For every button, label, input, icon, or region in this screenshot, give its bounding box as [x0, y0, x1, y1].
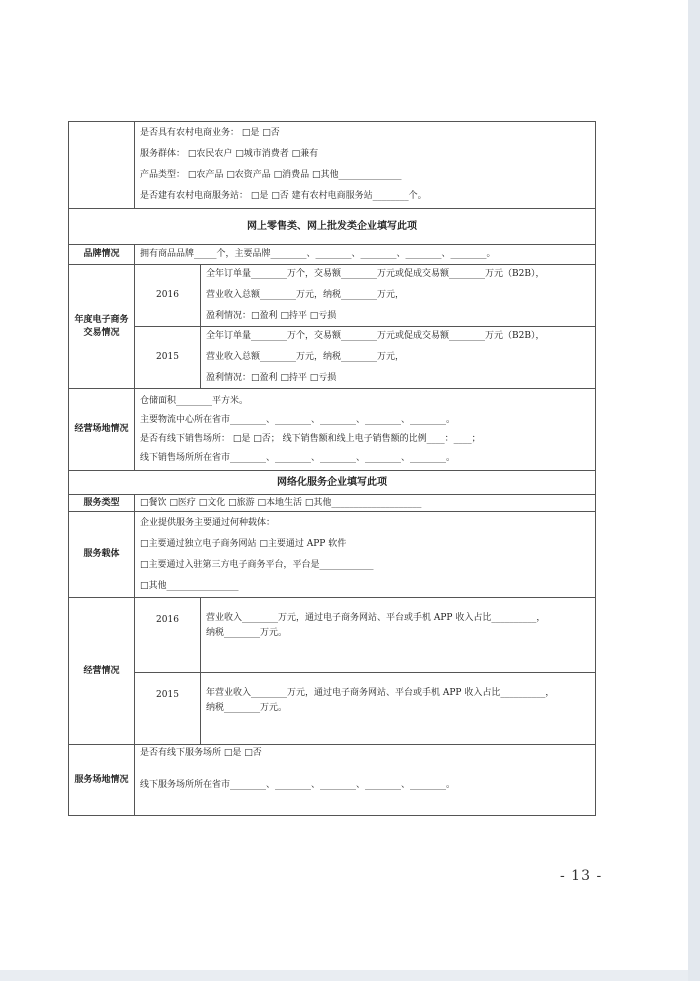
service-carrier-label: 服务载体: [69, 512, 135, 598]
rural-ecommerce-row: [69, 122, 596, 209]
operations-2016-row: [69, 598, 596, 673]
rural-label-cell: [69, 122, 135, 209]
profit-status-2015[interactable]: 盈利情况：□盈利 □持平 □亏损: [206, 373, 337, 383]
service-station-line[interactable]: 是否建有农村电商服务站： □是 □否 建有农村电商服务站________个。: [140, 191, 427, 201]
venue-label: 经营场地情况: [69, 389, 135, 471]
ops-revenue-2015[interactable]: 年营业收入________万元，通过电子商务网站、平台或手机 APP 收入占比__________，: [206, 688, 555, 698]
ops-revenue-2016[interactable]: 营业收入________万元，通过电子商务网站、平台或手机 APP 收入占比__________，: [206, 613, 546, 623]
venue-row: [69, 389, 596, 471]
service-carrier-fields: [135, 512, 596, 598]
ops-year-2015-label: 2015: [135, 673, 201, 745]
offline-service-location-line[interactable]: 线下服务场所所在省市________、________、________、________、________。: [140, 780, 456, 790]
retail-section-header-row: [69, 209, 596, 245]
carrier-third-party-option[interactable]: □主要通过入驻第三方电子商务平台，平台是____________: [140, 559, 374, 570]
service-site-label: 服务场地情况: [69, 745, 135, 816]
operations-2016-fields: [201, 598, 596, 673]
retail-section-header: 网上零售类、网上批发类企业填写此项: [69, 209, 596, 245]
service-type-label: 服务类型: [69, 495, 135, 512]
operations-label: 经营情况: [69, 598, 135, 745]
ops-tax-2015[interactable]: 纳税________万元。: [206, 703, 288, 713]
logistics-center-line[interactable]: 主要物流中心所在省市________、________、________、________、________。: [140, 414, 456, 425]
rural-business-line[interactable]: 是否具有农村电商业务： □是 □否: [140, 128, 280, 138]
service-section-header: 网络化服务企业填写此项: [69, 471, 596, 495]
product-type-line[interactable]: 产品类型： □农产品 □农资产品 □消费品 □其他______________: [140, 170, 402, 180]
carrier-question: 企业提供服务主要通过何种载体：: [140, 517, 276, 528]
page-number: - 13 -: [560, 868, 603, 884]
annual-2016-fields: [201, 265, 596, 327]
offline-store-location-line[interactable]: 线下销售场所所在省市________、________、________、________、________。: [140, 452, 456, 463]
service-site-fields: [135, 745, 596, 816]
service-carrier-row: [69, 512, 596, 598]
brand-field[interactable]: [135, 245, 596, 265]
service-group-line[interactable]: 服务群体： □农民农户 □城市消费者 □兼有: [140, 149, 319, 159]
annual-trade-label: 年度电子商务交易情况: [69, 265, 135, 389]
revenue-2016[interactable]: 营业收入总额________万元，纳税________万元，: [206, 290, 405, 300]
carrier-other-option[interactable]: □其他________________: [140, 580, 239, 591]
rural-content-cell: [135, 122, 596, 209]
revenue-2015[interactable]: 营业收入总额________万元，纳税________万元，: [206, 352, 405, 362]
operations-2015-fields: [201, 673, 596, 745]
service-type-options[interactable]: □餐饮 □医疗 □文化 □旅游 □本地生活 □其他____________________: [140, 497, 422, 508]
service-type-field: [135, 495, 596, 512]
registration-form-table: [68, 121, 596, 816]
ops-year-2016-label: 2016: [135, 598, 201, 673]
ops-tax-2016[interactable]: 纳税________万元。: [206, 628, 288, 638]
venue-fields: [135, 389, 596, 471]
service-type-row: [69, 495, 596, 512]
brand-row: [69, 245, 596, 265]
brand-text[interactable]: 拥有商品品牌_____个，主要品牌________、________、________、________、________。: [140, 249, 496, 259]
annual-2016-row: [69, 265, 596, 327]
annual-2015-row: [69, 327, 596, 389]
year-2016-label: 2016: [135, 265, 201, 327]
annual-2015-fields: [201, 327, 596, 389]
offline-service-site-line[interactable]: 是否有线下服务场所 □是 □否: [140, 748, 262, 758]
warehouse-area-line[interactable]: 仓储面积________平方米。: [140, 395, 249, 406]
order-volume-2015[interactable]: 全年订单量________万个，交易额________万元或促成交易额________万元（B2B），: [206, 331, 545, 341]
year-2015-label: 2015: [135, 327, 201, 389]
service-site-row: [69, 745, 596, 816]
brand-label: 品牌情况: [69, 245, 135, 265]
carrier-website-app-options[interactable]: □主要通过独立电子商务网站 □主要通过 APP 软件: [140, 538, 347, 549]
profit-status-2016[interactable]: 盈利情况：□盈利 □持平 □亏损: [206, 311, 337, 321]
viewer-edge: [688, 0, 700, 981]
order-volume-2016[interactable]: 全年订单量________万个，交易额________万元或促成交易额________万元（B2B），: [206, 269, 545, 279]
operations-2015-row: [69, 673, 596, 745]
offline-store-line[interactable]: 是否有线下销售场所： □是 □否； 线下销售额和线上电子销售额的比例____：____；: [140, 433, 481, 444]
service-section-header-row: [69, 471, 596, 495]
